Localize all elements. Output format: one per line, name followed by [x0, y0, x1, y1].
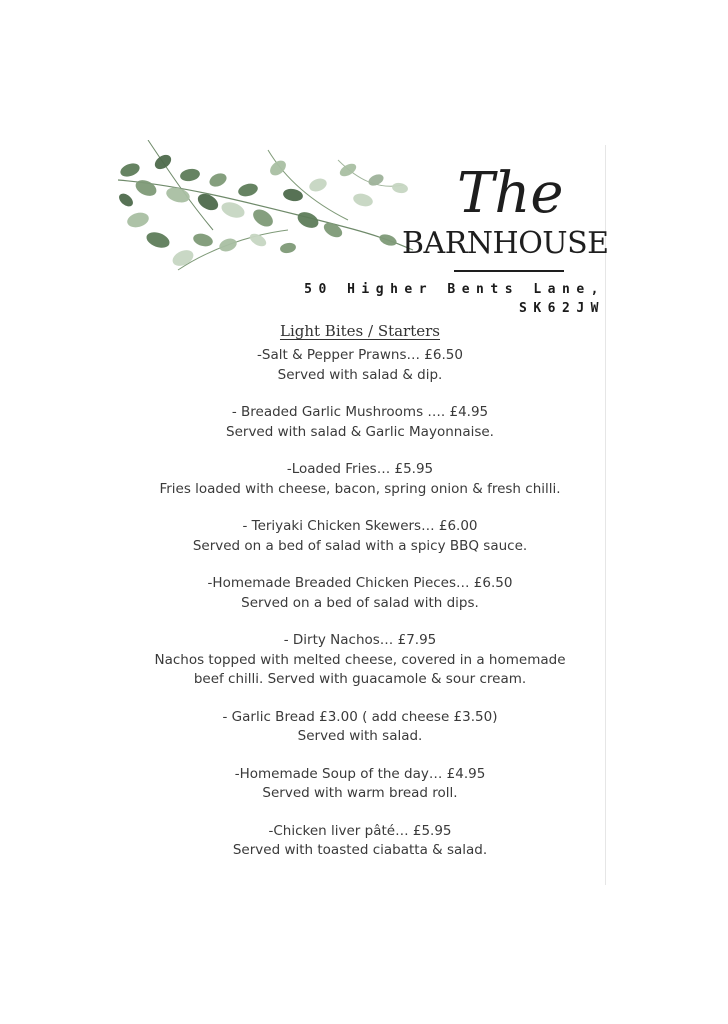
- brand-underline: [454, 270, 564, 272]
- menu-item: [130, 765, 590, 804]
- menu-item-title: -Salt & Pepper Prawns… £6.50: [257, 347, 463, 363]
- menu-item-description: Served with toasted ciabatta & salad.: [232, 842, 488, 858]
- menu-item-description: Served on a bed of salad with a spicy BBQ sauce.: [192, 537, 528, 554]
- menu-item: [130, 517, 590, 556]
- menu-item: [130, 708, 590, 747]
- svg-text:The: The: [457, 161, 564, 226]
- eucalyptus-foliage-illustration: [118, 140, 418, 275]
- menu-item-description: Fries loaded with cheese, bacon, spring onion & fresh chilli.: [159, 480, 561, 497]
- menu-item: [130, 574, 590, 613]
- address: [300, 280, 605, 318]
- menu-item-description: Nachos topped with melted cheese, covered in a homemade: [154, 651, 566, 668]
- menu-item: [130, 346, 590, 385]
- menu-item-title: - Breaded Garlic Mushrooms …. £4.95: [231, 404, 489, 420]
- menu-item-title: -Chicken liver pâté… £5.95: [268, 822, 452, 839]
- menu-item-description: Served on a bed of salad with dips.: [241, 594, 479, 611]
- section-heading: Light Bites / Starters: [279, 322, 441, 340]
- menu-item-title: -Loaded Fries… £5.95: [286, 461, 434, 477]
- menu-item-description: beef chilli. Served with guacamole & sour cream.: [193, 671, 527, 687]
- script-title-the: [455, 150, 565, 230]
- menu-item: [130, 403, 590, 442]
- menu-item-title: - Dirty Nachos… £7.95: [283, 632, 437, 648]
- address-line-2: SK62JW: [519, 301, 605, 316]
- menu-item-title: - Teriyaki Chicken Skewers… £6.00: [242, 518, 478, 534]
- menu-item-description: Served with salad & dip.: [277, 366, 443, 383]
- menu-item-description: Served with warm bread roll.: [262, 785, 458, 801]
- menu-item: [130, 631, 590, 690]
- menu-list: [130, 346, 590, 879]
- menu-item: [130, 822, 590, 861]
- menu-item: [130, 460, 590, 499]
- menu-item-title: -Homemade Soup of the day… £4.95: [234, 765, 486, 782]
- address-line-1: 50 Higher Bents Lane,: [304, 282, 605, 297]
- menu-item-description: Served with salad & Garlic Mayonnaise.: [226, 423, 494, 440]
- menu-item-title: -Homemade Breaded Chicken Pieces… £6.50: [207, 575, 513, 591]
- brand-name: BARNHOUSE: [402, 226, 609, 261]
- menu-item-title: - Garlic Bread £3.00 ( add cheese £3.50): [222, 708, 498, 725]
- menu-item-description: Served with salad.: [297, 728, 423, 744]
